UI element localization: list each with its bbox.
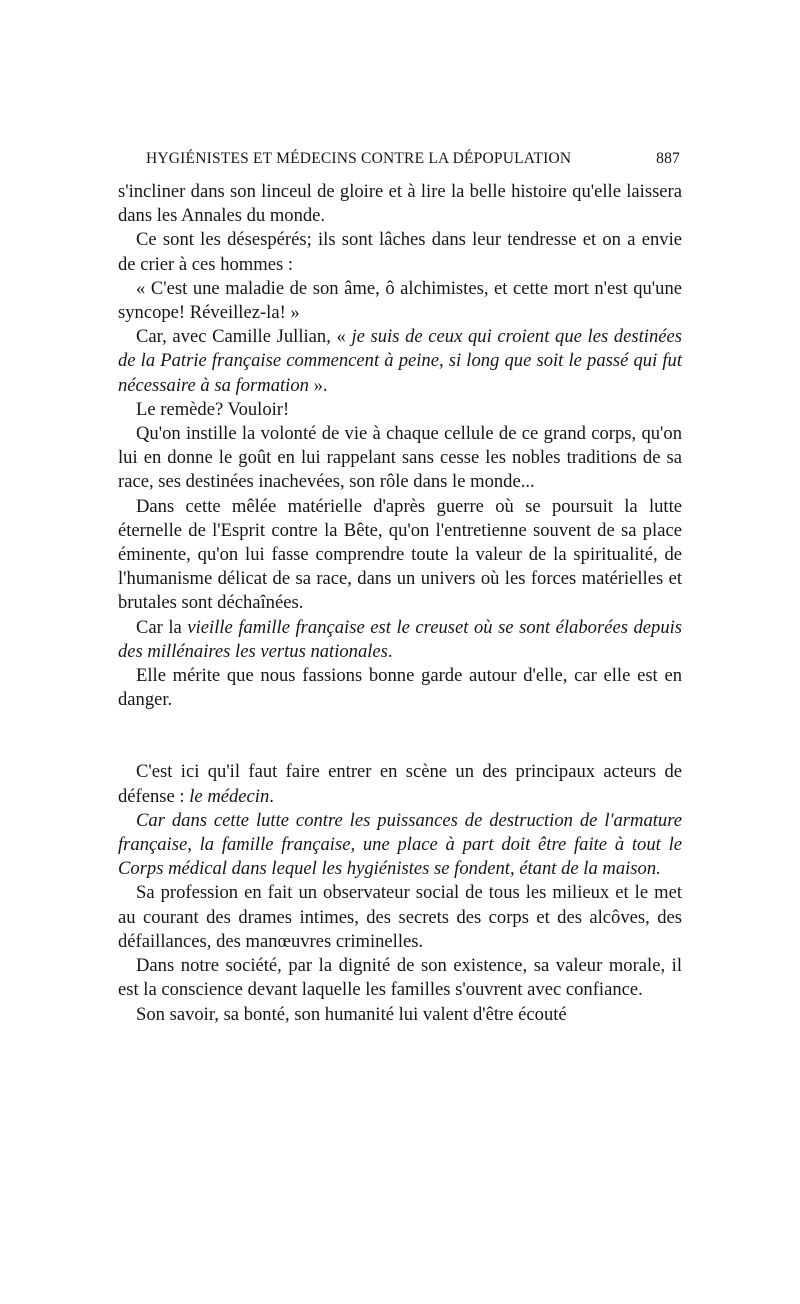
section-break — [118, 712, 682, 760]
paragraph-remede: Le remède? Vouloir! — [136, 398, 290, 420]
page-header — [146, 150, 680, 168]
text-run: ». — [308, 374, 328, 396]
body-text — [118, 180, 682, 1027]
running-title: HYGIÉNISTES ET MÉDECINS CONTRE LA DÉPOPULATION — [146, 150, 572, 167]
paragraph-camille-jullian — [118, 325, 682, 398]
italic-quote: je suis de ceux qui croient que les destinées de la Patrie française commencent à peine, si long que soit le passé qui fut nécessaire à sa formation — [118, 326, 682, 396]
italic-emphasis: le médecin — [189, 785, 270, 807]
paragraph-desesperes: Ce sont les désespérés; ils sont lâches dans leur tendresse et on a envie de crier à ces hommes : — [118, 229, 682, 275]
italic-emphasis: vieille famille française est le creuset où se sont élaborées depuis des millénaires les vertus nationales — [118, 616, 683, 662]
paragraph-corps-medical: Car dans cette lutte contre les puissances de destruction de l'armature française, la famille française, une place à part doit être faite à tout le Corps médical dans lequel les hygiénistes se fondent, étant de la maison. — [118, 809, 682, 880]
paragraph-danger: Elle mérite que nous fassions bonne garde autour d'elle, car elle est en danger. — [118, 665, 682, 711]
paragraph-societe: Dans notre société, par la dignité de son existence, sa valeur morale, il est la conscience devant laquelle les familles s'ouvrent avec confiance. — [118, 955, 682, 1001]
text-run: . — [387, 640, 393, 662]
page-number: 887 — [656, 150, 680, 167]
paragraph-medecin — [118, 760, 682, 808]
text-run: Car la — [136, 616, 188, 638]
text-run: C'est ici qu'il faut faire entrer en scène un des principaux acteurs de défense : — [118, 761, 682, 807]
paragraph-continuation: s'incliner dans son linceul de gloire et à lire la belle histoire qu'elle laissera dans les Annales du monde. — [118, 181, 682, 227]
paragraph-quote-alchimistes: « C'est une maladie de son âme, ô alchimistes, et cette mort n'est qu'une syncope! Réveillez-la! » — [118, 277, 682, 324]
text-run: Car, avec Camille Jullian, « — [136, 326, 352, 348]
paragraph-melee: Dans cette mêlée matérielle d'après guerre où se poursuit la lutte éternelle de l'Esprit contre la Bête, qu'on l'entretienne souvent de sa place éminente, qu'on lui fasse comprendre toute la valeur de la spiritualité, de l'humanisme délicat de sa race, dans un univers où les forces matérielles et brutales sont déchaînées. — [118, 495, 682, 614]
paragraph-savoir: Son savoir, sa bonté, son humanité lui valent d'être écouté — [136, 1003, 567, 1025]
paragraph-profession: Sa profession en fait un observateur social de tous les milieux et le met au courant des drames intimes, des secrets des corps et des alcôves, des défaillances, des manœuvres criminelles. — [118, 882, 682, 952]
paragraph-volonte: Qu'on instille la volonté de vie à chaque cellule de ce grand corps, qu'on lui en donne le goût en lui rappelant sans cesse les nobles traditions de sa race, ses destinées inachevées, son rôle dans le monde... — [118, 423, 682, 493]
paragraph-vieille-famille — [118, 616, 682, 664]
text-run: . — [269, 785, 274, 807]
